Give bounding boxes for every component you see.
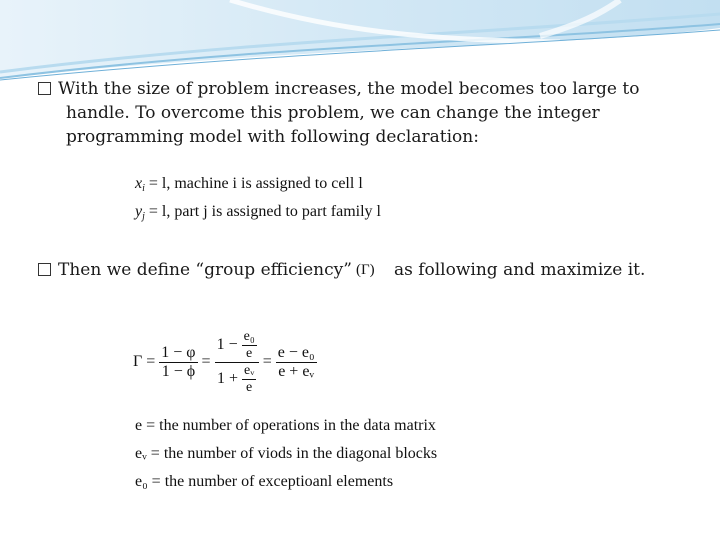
definitions-list bbox=[135, 412, 437, 496]
definition-e0: e₀ = the number of exceptioanl elements bbox=[135, 473, 394, 490]
fraction-phi-numerator: 1 − φ bbox=[161, 343, 196, 361]
fraction-final bbox=[276, 344, 317, 381]
gamma-symbol: Γ bbox=[133, 353, 143, 370]
declaration-x bbox=[135, 175, 363, 194]
bullet-box-icon bbox=[38, 82, 51, 95]
compound-den-prefix: 1 + bbox=[216, 369, 238, 387]
group-efficiency-formula: Γ = $\frac{1 - \varphi}{1 - \phi}$ = 1 − $\frac{\text{e₀}}{e}$ 1 + $\frac{\text{eᵥ}}{e}$ = $\frac{\text{e − e₀}}{\text{e + eᵥ}}$ bbox=[133, 328, 315, 395]
inner-num-top: e₀ bbox=[243, 328, 255, 344]
bullet-group-efficiency-text: Then we define “group efficiency” bbox=[58, 260, 352, 280]
inner-num-bottom: e bbox=[246, 345, 253, 361]
definition-ev: eᵥ = the number of viods in the diagonal blocks bbox=[135, 445, 438, 462]
bullet-intro bbox=[38, 77, 678, 149]
bullet-intro-line3: programming model with following declaration: bbox=[66, 127, 479, 147]
inner-den-top: eᵥ bbox=[243, 362, 255, 378]
fraction-phi bbox=[159, 344, 197, 381]
bullet-intro-line2: handle. To overcome this problem, we can change the integer bbox=[66, 103, 600, 123]
y-variable: y bbox=[135, 203, 143, 220]
compound-num-prefix: 1 − bbox=[216, 335, 238, 353]
fraction-final-numerator: e − e₀ bbox=[277, 343, 315, 361]
fraction-final-denominator: e + eᵥ bbox=[278, 362, 315, 380]
declaration-y bbox=[135, 203, 381, 222]
fraction-compound-numerator bbox=[215, 329, 259, 363]
definition-e: e = the number of operations in the data matrix bbox=[135, 417, 436, 434]
x-declaration-text: = l, machine i is assigned to cell l bbox=[148, 175, 363, 192]
fraction-compound bbox=[215, 329, 259, 396]
y-subscript: j bbox=[142, 211, 145, 222]
inner-den-bottom: e bbox=[246, 379, 253, 395]
y-declaration-text: = l, part j is assigned to part family l bbox=[148, 203, 381, 220]
gamma-inline-symbol: (Γ) bbox=[356, 262, 375, 278]
bullet-group-efficiency-tail: as following and maximize it. bbox=[393, 260, 646, 280]
x-subscript: i bbox=[142, 183, 145, 194]
x-variable: x bbox=[135, 175, 143, 192]
fraction-compound-denominator bbox=[215, 363, 258, 396]
bullet-intro-line1: With the size of problem increases, the model becomes too large to bbox=[58, 79, 640, 99]
fraction-phi-denominator: 1 − ϕ bbox=[161, 362, 196, 380]
header-banner-decoration bbox=[0, 0, 720, 85]
bullet-box-icon bbox=[38, 263, 51, 276]
